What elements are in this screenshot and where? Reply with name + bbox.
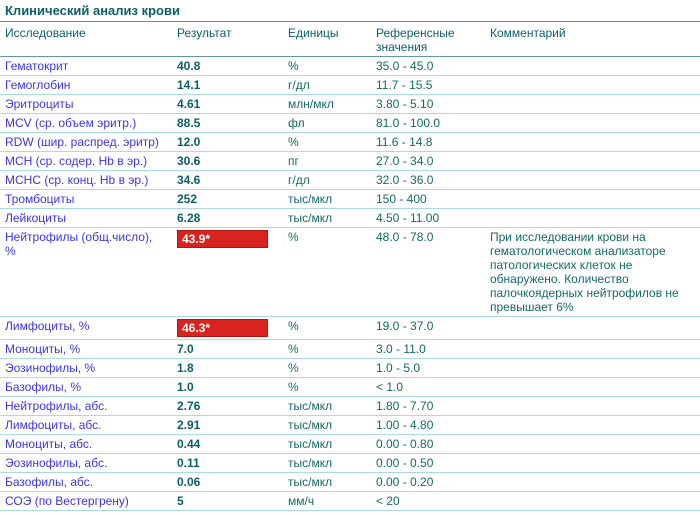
- test-name-link[interactable]: Гемоглобин: [5, 78, 71, 92]
- comment-text: [490, 152, 700, 171]
- reference-range: 11.7 - 15.5: [376, 76, 490, 95]
- table-row: [0, 378, 700, 397]
- comment-text: [490, 454, 700, 473]
- test-name-link[interactable]: Эозинофилы, абс.: [5, 456, 108, 470]
- units-value: пг: [288, 152, 376, 171]
- units-value: %: [288, 359, 376, 378]
- comment-text: При исследовании крови на гематологическом анализаторе патологических клеток не обнаружено. Количество палочкоядерных нейтрофилов не превышает 6%: [490, 228, 700, 317]
- test-name-link[interactable]: Гематокрит: [5, 59, 69, 73]
- units-value: %: [288, 228, 376, 317]
- table-row: [0, 340, 700, 359]
- test-name-link[interactable]: Базофилы, %: [5, 380, 81, 394]
- result-value: 0.44: [177, 437, 201, 451]
- units-value: %: [288, 378, 376, 397]
- result-value: 88.5: [177, 116, 201, 130]
- test-name-link[interactable]: Моноциты, абс.: [5, 437, 93, 451]
- table-row: [0, 473, 700, 492]
- table-row: [0, 152, 700, 171]
- comment-text: [490, 378, 700, 397]
- column-header-reference: Референсные значения: [376, 22, 490, 57]
- reference-range: 1.80 - 7.70: [376, 397, 490, 416]
- units-value: млн/мкл: [288, 95, 376, 114]
- comment-text: [490, 492, 700, 511]
- test-name-link[interactable]: Моноциты, %: [5, 342, 81, 356]
- comment-text: [490, 209, 700, 228]
- reference-range: 150 - 400: [376, 190, 490, 209]
- units-value: мм/ч: [288, 492, 376, 511]
- comment-text: [490, 57, 700, 76]
- reference-range: 27.0 - 34.0: [376, 152, 490, 171]
- header-row: [0, 22, 700, 57]
- test-name-link[interactable]: Лейкоциты: [5, 211, 67, 225]
- result-value: 12.0: [177, 135, 201, 149]
- test-name-link[interactable]: Нейтрофилы, абс.: [5, 399, 108, 413]
- reference-range: 3.80 - 5.10: [376, 95, 490, 114]
- test-name-link[interactable]: Нейтрофилы (общ.число), %: [5, 230, 153, 258]
- units-value: %: [288, 340, 376, 359]
- comment-text: [490, 114, 700, 133]
- test-name-link[interactable]: Базофилы, абс.: [5, 475, 94, 489]
- reference-range: 4.50 - 11.00: [376, 209, 490, 228]
- test-name-link[interactable]: Тромбоциты: [5, 192, 75, 206]
- result-value: 2.91: [177, 418, 201, 432]
- result-value: 34.6: [177, 173, 201, 187]
- table-row: [0, 359, 700, 378]
- table-row: [0, 190, 700, 209]
- table-row: [0, 397, 700, 416]
- comment-text: [490, 416, 700, 435]
- table-row: [0, 435, 700, 454]
- units-value: тыс/мкл: [288, 209, 376, 228]
- result-value: 30.6: [177, 154, 201, 168]
- reference-range: 32.0 - 36.0: [376, 171, 490, 190]
- result-value: 2.76: [177, 399, 201, 413]
- reference-range: 81.0 - 100.0: [376, 114, 490, 133]
- table-row: [0, 492, 700, 511]
- units-value: %: [288, 317, 376, 340]
- table-row: [0, 228, 700, 317]
- units-value: тыс/мкл: [288, 397, 376, 416]
- result-value: 5: [177, 494, 184, 508]
- test-name-link[interactable]: MCV (ср. объем эритр.): [5, 116, 137, 130]
- comment-text: [490, 171, 700, 190]
- table-row: [0, 76, 700, 95]
- units-value: фл: [288, 114, 376, 133]
- comment-text: [490, 95, 700, 114]
- comment-text: [490, 76, 700, 95]
- table-row: [0, 416, 700, 435]
- comment-text: [490, 133, 700, 152]
- reference-range: 35.0 - 45.0: [376, 57, 490, 76]
- test-name-link[interactable]: СОЭ (по Вестергрену): [5, 494, 129, 508]
- table-row: [0, 317, 700, 340]
- result-value: 6.28: [177, 211, 201, 225]
- result-value-flagged: 46.3*: [177, 319, 268, 337]
- table-row: [0, 454, 700, 473]
- test-name-link[interactable]: Эритроциты: [5, 97, 74, 111]
- units-value: г/дл: [288, 76, 376, 95]
- result-value: 0.11: [177, 456, 200, 470]
- comment-text: [490, 340, 700, 359]
- result-value: 1.0: [177, 380, 194, 394]
- units-value: тыс/мкл: [288, 435, 376, 454]
- test-name-link[interactable]: MCHC (ср. конц. Hb в эр.): [5, 173, 149, 187]
- report-title: Клинический анализ крови: [0, 0, 700, 22]
- reference-range: 3.0 - 11.0: [376, 340, 490, 359]
- units-value: тыс/мкл: [288, 416, 376, 435]
- test-name-link[interactable]: RDW (шир. распред. эритр): [5, 135, 159, 149]
- test-name-link[interactable]: Лимфоциты, абс.: [5, 418, 102, 432]
- comment-text: [490, 359, 700, 378]
- table-row: [0, 209, 700, 228]
- table-row: [0, 133, 700, 152]
- results-table: [0, 22, 700, 511]
- result-value: 4.61: [177, 97, 201, 111]
- reference-range: 0.00 - 0.50: [376, 454, 490, 473]
- reference-range: 1.0 - 5.0: [376, 359, 490, 378]
- result-value-flagged: 43.9*: [177, 230, 268, 248]
- reference-range: 48.0 - 78.0: [376, 228, 490, 317]
- column-header-comment: Комментарий: [490, 22, 700, 57]
- column-header-units: Единицы: [288, 22, 376, 57]
- units-value: тыс/мкл: [288, 473, 376, 492]
- column-header-test: Исследование: [0, 22, 177, 57]
- comment-text: [490, 435, 700, 454]
- test-name-link[interactable]: Лимфоциты, %: [5, 319, 90, 333]
- result-value: 0.06: [177, 475, 201, 489]
- comment-text: [490, 190, 700, 209]
- reference-range: 0.00 - 0.80: [376, 435, 490, 454]
- result-value: 1.8: [177, 361, 194, 375]
- comment-text: [490, 397, 700, 416]
- units-value: %: [288, 57, 376, 76]
- table-row: [0, 57, 700, 76]
- comment-text: [490, 317, 700, 340]
- column-header-result: Результат: [177, 22, 288, 57]
- result-value: 14.1: [177, 78, 201, 92]
- reference-range: 19.0 - 37.0: [376, 317, 490, 340]
- test-name-link[interactable]: MCH (ср. содер. Hb в эр.): [5, 154, 148, 168]
- comment-text: [490, 473, 700, 492]
- units-value: тыс/мкл: [288, 190, 376, 209]
- reference-range: 0.00 - 0.20: [376, 473, 490, 492]
- table-row: [0, 171, 700, 190]
- reference-range: 1.00 - 4.80: [376, 416, 490, 435]
- table-row: [0, 95, 700, 114]
- reference-range: 11.6 - 14.8: [376, 133, 490, 152]
- reference-range: < 1.0: [376, 378, 490, 397]
- result-value: 252: [177, 192, 198, 206]
- test-name-link[interactable]: Эозинофилы, %: [5, 361, 96, 375]
- reference-range: < 20: [376, 492, 490, 511]
- result-value: 7.0: [177, 342, 194, 356]
- table-row: [0, 114, 700, 133]
- results-table-body: [0, 57, 700, 511]
- units-value: г/дл: [288, 171, 376, 190]
- result-value: 40.8: [177, 59, 201, 73]
- units-value: %: [288, 133, 376, 152]
- units-value: тыс/мкл: [288, 454, 376, 473]
